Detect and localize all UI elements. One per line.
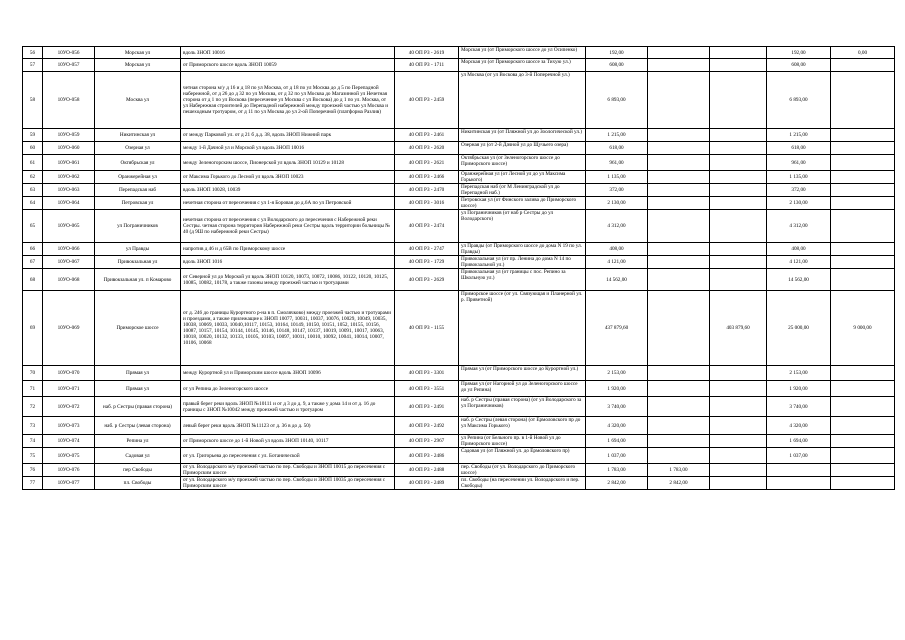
value-col-3-cell <box>710 72 767 129</box>
object-name-cell: Октябрьская ул <box>95 155 181 171</box>
value-col-3-cell <box>710 417 767 435</box>
value-col-5-cell <box>831 464 895 477</box>
location-description-cell: между Курортной ул и Приморским шоссе вдоль ЗНОП 10096 <box>181 366 395 381</box>
object-name-cell: Прямая ул <box>95 381 181 397</box>
value-col-4-cell: 4 121,00 <box>767 256 831 269</box>
street-section-cell: Петровская ул (от Финского залива до Приморского шоссе) <box>459 197 586 210</box>
table-row <box>23 269 895 291</box>
object-name-cell: Морская ул <box>95 47 181 59</box>
street-section-cell: ул Пограничников (от наб р Сестры до ул Володарского) <box>459 210 586 243</box>
registry-number-cell: 40 ОП РЗ - 2747 <box>395 243 459 256</box>
value-col-5-cell: 0,00 <box>831 47 895 59</box>
registry-number-cell: 40 ОП РЗ - 3016 <box>395 197 459 210</box>
street-section-cell: Никитинская ул (от Пляжной ул до Зоологической ул.) <box>459 129 586 142</box>
row-number-cell: 70 <box>23 366 43 381</box>
roads-table-body <box>23 47 895 490</box>
object-name-cell: Никитинская ул <box>95 129 181 142</box>
street-section-cell: Оранжерейная ул (от Лесной ул до ул Максима Горького) <box>459 171 586 184</box>
street-section-cell: ул Репина (от Бельного пр. в 1-й Новой ул до Приморского шоссе) <box>459 435 586 448</box>
row-number-cell: 61 <box>23 155 43 171</box>
value-total-cell: 1 920,00 <box>586 381 648 397</box>
row-number-cell: 65 <box>23 210 43 243</box>
location-description-cell: правый берег реки вдоль ЗНОП №10111 и от д 3 до д. 9, а также у дома 14 и от д. 16 до границы с ЗНОП №10042 между проезжей частью и тротуаром <box>181 397 395 417</box>
location-description-cell: вдоль ЗНОП 1016 <box>181 256 395 269</box>
location-description-cell: нечетная сторона от пересечения с ул 1-я Боровая до д.6А по ул Петровской <box>181 197 395 210</box>
registry-number-cell: 40 ОП РЗ - 2619 <box>395 47 459 59</box>
value-total-cell: 2 130,00 <box>586 197 648 210</box>
value-total-cell: 1 694,00 <box>586 435 648 448</box>
value-total-cell: 4 320,00 <box>586 417 648 435</box>
roads-table <box>22 46 895 490</box>
value-total-cell: 192,00 <box>586 47 648 59</box>
value-col-3-cell <box>710 197 767 210</box>
registry-number-cell: 40 ОП РЗ - 2461 <box>395 129 459 142</box>
object-code-cell: 10УО-062 <box>43 171 95 184</box>
row-number-cell: 74 <box>23 435 43 448</box>
street-section-cell: Прямая ул (от Нагорной ул до Зеленогорского шоссе до ул Репина) <box>459 381 586 397</box>
value-col-3-cell <box>710 155 767 171</box>
value-col-5-cell <box>831 256 895 269</box>
value-col-5-cell <box>831 129 895 142</box>
object-name-cell: наб. р Сестры (правая сторона) <box>95 397 181 417</box>
value-col-4-cell: 608,00 <box>767 59 831 72</box>
value-col-3-cell <box>710 435 767 448</box>
value-col-4-cell: 408,00 <box>767 243 831 256</box>
value-col-4-cell: 961,00 <box>767 155 831 171</box>
street-section-cell: Морская ул (от Приморского шоссе до ул Осипенко) <box>459 47 586 59</box>
street-section-cell: Прямая ул (от Приморского шоссе до Курортной ул.) <box>459 366 586 381</box>
object-code-cell: 10УО-074 <box>43 435 95 448</box>
registry-number-cell: 40 ОП РЗ - 2474 <box>395 210 459 243</box>
value-col-3-cell: 403 879,60 <box>710 291 767 366</box>
object-code-cell: 10УО-076 <box>43 464 95 477</box>
street-section-cell: наб. р Сестры (правая сторона) (от ул Володарского за ул Пограничников) <box>459 397 586 417</box>
table-row <box>23 256 895 269</box>
value-col-2-cell <box>648 291 710 366</box>
value-col-4-cell: 4 320,00 <box>767 417 831 435</box>
table-row <box>23 366 895 381</box>
location-description-cell: левый берег реки вдоль ЗНОП №11123 от д. 36 в до д. 50) <box>181 417 395 435</box>
row-number-cell: 58 <box>23 72 43 129</box>
table-row <box>23 129 895 142</box>
value-col-4-cell: 2 130,00 <box>767 197 831 210</box>
location-description-cell: между 1-й Дачной ул и Морской ул вдоль ЗНОП 10016 <box>181 142 395 155</box>
value-col-2-cell <box>648 435 710 448</box>
registry-number-cell: 40 ОП РЗ - 2486 <box>395 448 459 464</box>
value-total-cell: 2 842,00 <box>586 477 648 490</box>
location-description-cell: от ул. Григорьева до пересечения с ул. Ботанической <box>181 448 395 464</box>
value-col-4-cell <box>767 477 831 490</box>
location-description-cell: от Максима Горького до Лесной ул вдоль ЗНОП 10023 <box>181 171 395 184</box>
registry-number-cell: 40 ОП РЗ - 2466 <box>395 171 459 184</box>
value-col-4-cell: 4 312,00 <box>767 210 831 243</box>
value-col-3-cell <box>710 184 767 197</box>
registry-number-cell: 40 ОП РЗ - 3301 <box>395 366 459 381</box>
value-col-4-cell: 14 562,00 <box>767 269 831 291</box>
value-col-2-cell <box>648 142 710 155</box>
location-description-cell: от д. 246 до границы Курортного р-на в п. Смолячково) между проезжей частью и тротуарами и проездами, а также прилежащие к ЗНОП 10077, 10031, 10037, 10076, 10029, 10049, 10035, 10038, 10069, 10033, 10040,10117, 10153, 10164, 10149, 10150, 10151, 1052, 10155, 10156, 10087, 10157, 10154, 10144, 10145, 10146, 10148, 10147, 10137, 10019, 10091, 10017, 10063, 10018, 10020, 10132, 10133, 10105, 10103, 10097, 10011, 10010, 10092, 10041, 10014, 10007, 10106, 10068 <box>181 291 395 366</box>
object-code-cell: 10УО-067 <box>43 256 95 269</box>
street-section-cell: пер. Свободы (от ул. Володарского до Приморского шоссе) <box>459 464 586 477</box>
street-section-cell: Октябрьская ул (от Зеленогорского шоссе до Приморского шоссе) <box>459 155 586 171</box>
value-total-cell: 1 135,00 <box>586 171 648 184</box>
street-section-cell: ул Москва (от ул Воскова до 3-й Поперечной ул.) <box>459 72 586 129</box>
value-total-cell: 961,00 <box>586 155 648 171</box>
row-number-cell: 67 <box>23 256 43 269</box>
value-col-3-cell <box>710 142 767 155</box>
value-col-2-cell: 2 842,00 <box>648 477 710 490</box>
registry-number-cell: 40 ОП РЗ - 1729 <box>395 256 459 269</box>
value-total-cell: 408,00 <box>586 243 648 256</box>
value-col-5-cell <box>831 184 895 197</box>
row-number-cell: 73 <box>23 417 43 435</box>
value-col-5-cell <box>831 448 895 464</box>
value-total-cell: 6 893,00 <box>586 72 648 129</box>
value-col-3-cell <box>710 171 767 184</box>
value-col-4-cell: 3 740,00 <box>767 397 831 417</box>
registry-number-cell: 40 ОП РЗ - 2620 <box>395 142 459 155</box>
row-number-cell: 62 <box>23 171 43 184</box>
table-row <box>23 184 895 197</box>
value-total-cell: 1 037,00 <box>586 448 648 464</box>
value-col-5-cell <box>831 477 895 490</box>
value-col-5-cell <box>831 435 895 448</box>
location-description-cell: от Приморского шоссе вдоль ЗНОП 10059 <box>181 59 395 72</box>
registry-number-cell: 40 ОП РЗ - 2621 <box>395 155 459 171</box>
value-col-3-cell <box>710 269 767 291</box>
value-col-2-cell <box>648 417 710 435</box>
registry-number-cell: 40 ОП РЗ - 3551 <box>395 381 459 397</box>
object-name-cell: Прямая ул <box>95 366 181 381</box>
value-total-cell: 437 879,60 <box>586 291 648 366</box>
row-number-cell: 68 <box>23 269 43 291</box>
row-number-cell: 56 <box>23 47 43 59</box>
value-total-cell: 14 562,00 <box>586 269 648 291</box>
value-col-2-cell <box>648 197 710 210</box>
registry-number-cell: 40 ОП РЗ - 2491 <box>395 397 459 417</box>
location-description-cell: от ул. Володарского м/у проезжей частью по пер. Свободы и ЗНОП 10035 до пересечения с Приморским шоссе <box>181 477 395 490</box>
table-row <box>23 210 895 243</box>
object-code-cell: 10УО-072 <box>43 397 95 417</box>
object-name-cell: Москва ул <box>95 72 181 129</box>
street-section-cell: Привокзальная ул (от пр. Ленина до дома N 14 по Привокзальной ул.) <box>459 256 586 269</box>
street-section-cell: Садовая ул (от Пляжной ул. до Ермоловского пр) <box>459 448 586 464</box>
value-col-3-cell <box>710 129 767 142</box>
value-col-2-cell <box>648 269 710 291</box>
row-number-cell: 64 <box>23 197 43 210</box>
object-code-cell: 10УО-070 <box>43 366 95 381</box>
value-col-5-cell <box>831 243 895 256</box>
object-code-cell: 10УО-071 <box>43 381 95 397</box>
street-section-cell: пл. Свободы (на пересечении ул. Володарского и пер. Свободы) <box>459 477 586 490</box>
object-name-cell: Приморское шоссе <box>95 291 181 366</box>
object-name-cell: наб. р Сестры (левая сторона) <box>95 417 181 435</box>
location-description-cell: нечетная сторона от пересечения с ул Володарского до пересечения с Набережной реки Сестры. четная сторона территория Набережной реки Сестры вдоль территории больницы № 40 (д 9Ш по набережной реки Сестры) <box>181 210 395 243</box>
value-col-3-cell <box>710 477 767 490</box>
object-name-cell: пл. Свободы <box>95 477 181 490</box>
object-code-cell: 10УО-066 <box>43 243 95 256</box>
row-number-cell: 76 <box>23 464 43 477</box>
table-row <box>23 381 895 397</box>
row-number-cell: 71 <box>23 381 43 397</box>
object-code-cell: 10УО-075 <box>43 448 95 464</box>
value-col-3-cell <box>710 397 767 417</box>
location-description-cell: вдоль ЗНОП 10028, 10039 <box>181 184 395 197</box>
table-row <box>23 142 895 155</box>
row-number-cell: 75 <box>23 448 43 464</box>
value-col-5-cell: 9 000,00 <box>831 291 895 366</box>
table-row <box>23 477 895 490</box>
row-number-cell: 72 <box>23 397 43 417</box>
value-col-5-cell <box>831 59 895 72</box>
document-sheet <box>22 46 894 490</box>
table-row <box>23 435 895 448</box>
value-col-4-cell: 1 135,00 <box>767 171 831 184</box>
object-name-cell: Садовая ул <box>95 448 181 464</box>
street-section-cell: Приморское шоссе (от ул. Связующая и Планерной ул. р. Приветной) <box>459 291 586 366</box>
row-number-cell: 77 <box>23 477 43 490</box>
value-col-2-cell <box>648 397 710 417</box>
value-col-5-cell <box>831 397 895 417</box>
value-col-2-cell <box>648 210 710 243</box>
value-total-cell: 608,00 <box>586 59 648 72</box>
value-col-4-cell: 1 920,00 <box>767 381 831 397</box>
object-code-cell: 10УО-060 <box>43 142 95 155</box>
row-number-cell: 69 <box>23 291 43 366</box>
value-col-5-cell <box>831 142 895 155</box>
value-total-cell: 4 121,00 <box>586 256 648 269</box>
object-code-cell: 10УО-077 <box>43 477 95 490</box>
location-description-cell: между Зеленогорским шоссе, Пионерской ул вдоль ЗНОП 10129 и 10128 <box>181 155 395 171</box>
location-description-cell: от ул. Володарского м/у проезжей частью по пер. Свободы и ЗНОП 10015 до пересечения с Приморским шоссе <box>181 464 395 477</box>
value-col-3-cell <box>710 256 767 269</box>
table-row <box>23 47 895 59</box>
value-col-3-cell <box>710 381 767 397</box>
object-name-cell: Оранжерейная ул <box>95 171 181 184</box>
value-col-3-cell <box>710 366 767 381</box>
value-col-4-cell: 1 037,00 <box>767 448 831 464</box>
location-description-cell: от Северной ул до Морской ул вдоль ЗНОП 10120, 10073, 10072, 10086, 10122, 10120, 10125, 10085, 10082, 10178, а также газоны между проезжей частью и тротуарами <box>181 269 395 291</box>
table-row <box>23 291 895 366</box>
table-row <box>23 464 895 477</box>
object-code-cell: 10УО-061 <box>43 155 95 171</box>
object-code-cell: 10УО-064 <box>43 197 95 210</box>
object-code-cell: 10УО-068 <box>43 269 95 291</box>
value-col-5-cell <box>831 366 895 381</box>
street-section-cell: Озерная ул (от 2-й Дачной ул до Щучьего озера) <box>459 142 586 155</box>
value-col-3-cell <box>710 59 767 72</box>
value-col-2-cell <box>648 448 710 464</box>
location-description-cell: от ул Репина до Зеленогорского шоссе <box>181 381 395 397</box>
registry-number-cell: 40 ОП РЗ - 2470 <box>395 184 459 197</box>
table-row <box>23 59 895 72</box>
value-total-cell: 3 740,00 <box>586 397 648 417</box>
value-col-3-cell <box>710 210 767 243</box>
value-total-cell: 372,00 <box>586 184 648 197</box>
value-col-2-cell: 1 783,00 <box>648 464 710 477</box>
object-code-cell: 10УО-073 <box>43 417 95 435</box>
value-col-4-cell: 372,00 <box>767 184 831 197</box>
registry-number-cell: 40 ОП РЗ - 2459 <box>395 72 459 129</box>
value-col-5-cell <box>831 417 895 435</box>
row-number-cell: 59 <box>23 129 43 142</box>
registry-number-cell: 40 ОП РЗ - 2489 <box>395 477 459 490</box>
value-col-4-cell: 192,00 <box>767 47 831 59</box>
value-col-2-cell <box>648 171 710 184</box>
value-col-5-cell <box>831 197 895 210</box>
table-row <box>23 155 895 171</box>
object-name-cell: Морская ул <box>95 59 181 72</box>
table-row <box>23 72 895 129</box>
object-name-cell: Привокзальная ул. п Комарово <box>95 269 181 291</box>
value-col-5-cell <box>831 155 895 171</box>
value-col-2-cell <box>648 129 710 142</box>
location-description-cell: четная сторона м/у д 16 и д 18 по ул Москва, от д 18 по ул Москва до д 5 по Перепадной набережной, от д 26 до д 32 по ул Москва, от д 32 по ул Москва до Магазинной ул Нечетная сторона от д 1 по ул Воскова (пересечение ул Москва с ул Воскова) до д 1 по ул. Москва, от ул Набережная строителей до Перепадной набережной между проезжей частью ул Москва и пешеходным тротуаром, от д 11 по ул Москва до ул 2-ой Поперечной (платформа Разлив) <box>181 72 395 129</box>
registry-number-cell: 40 ОП РЗ - 2629 <box>395 269 459 291</box>
value-total-cell: 618,00 <box>586 142 648 155</box>
object-name-cell: Привокзальная ул <box>95 256 181 269</box>
registry-number-cell: 40 ОП РЗ - 1711 <box>395 59 459 72</box>
object-name-cell: ул Пограничников <box>95 210 181 243</box>
value-col-3-cell <box>710 243 767 256</box>
object-code-cell: 10УО-065 <box>43 210 95 243</box>
registry-number-cell: 40 ОП РЗ - 2492 <box>395 417 459 435</box>
table-row <box>23 171 895 184</box>
object-code-cell: 10УО-069 <box>43 291 95 366</box>
value-col-4-cell: 1 215,00 <box>767 129 831 142</box>
object-code-cell: 10УО-058 <box>43 72 95 129</box>
value-col-2-cell <box>648 72 710 129</box>
object-code-cell: 10УО-059 <box>43 129 95 142</box>
street-section-cell: Морская ул (от Приморского шоссе за Тихую ул.) <box>459 59 586 72</box>
value-col-4-cell: 618,00 <box>767 142 831 155</box>
table-row <box>23 397 895 417</box>
value-col-2-cell <box>648 184 710 197</box>
table-row <box>23 243 895 256</box>
row-number-cell: 63 <box>23 184 43 197</box>
value-total-cell: 1 215,00 <box>586 129 648 142</box>
street-section-cell: ул Правды (от Приморского шоссе до дома N 19 по ул. Правды) <box>459 243 586 256</box>
value-col-2-cell <box>648 366 710 381</box>
value-col-2-cell <box>648 47 710 59</box>
object-name-cell: Репина ул <box>95 435 181 448</box>
value-col-3-cell <box>710 47 767 59</box>
value-col-4-cell <box>767 464 831 477</box>
row-number-cell: 66 <box>23 243 43 256</box>
street-section-cell: наб. р Сестры (левая сторона) (от Ермоловского пр до ул Максима Горького) <box>459 417 586 435</box>
row-number-cell: 60 <box>23 142 43 155</box>
object-name-cell: Перепадская наб <box>95 184 181 197</box>
value-col-5-cell <box>831 269 895 291</box>
registry-number-cell: 40 ОП РЗ - 2488 <box>395 464 459 477</box>
object-code-cell: 10УО-056 <box>43 47 95 59</box>
object-name-cell: Петровская ул <box>95 197 181 210</box>
table-row <box>23 448 895 464</box>
table-row <box>23 197 895 210</box>
value-col-2-cell <box>648 381 710 397</box>
value-col-4-cell: 2 153,00 <box>767 366 831 381</box>
street-section-cell: Привокзальная ул (от границы с пос. Репино за Школьную ул.) <box>459 269 586 291</box>
value-total-cell: 1 783,00 <box>586 464 648 477</box>
value-col-4-cell: 6 893,00 <box>767 72 831 129</box>
value-col-4-cell: 1 694,00 <box>767 435 831 448</box>
value-col-4-cell: 25 000,00 <box>767 291 831 366</box>
row-number-cell: 57 <box>23 59 43 72</box>
value-total-cell: 2 153,00 <box>586 366 648 381</box>
value-col-2-cell <box>648 256 710 269</box>
table-row <box>23 417 895 435</box>
location-description-cell: напротив д 46 и д 65В по Приморскому шоссе <box>181 243 395 256</box>
location-description-cell: вдоль ЗНОП 10016 <box>181 47 395 59</box>
value-col-2-cell <box>648 155 710 171</box>
value-col-2-cell <box>648 59 710 72</box>
object-name-cell: пер Свободы <box>95 464 181 477</box>
value-col-5-cell <box>831 210 895 243</box>
registry-number-cell: 40 ОП РЗ - 1155 <box>395 291 459 366</box>
location-description-cell: от Приморского шоссе до 1-й Новой ул вдоль ЗНОП 10140, 10117 <box>181 435 395 448</box>
street-section-cell: Перепадская наб (от М Ленинградской ул до Перепадной наб.) <box>459 184 586 197</box>
object-name-cell: Озерная ул <box>95 142 181 155</box>
value-col-5-cell <box>831 171 895 184</box>
value-col-5-cell <box>831 72 895 129</box>
registry-number-cell: 40 ОП РЗ - 2967 <box>395 435 459 448</box>
object-name-cell: ул Правды <box>95 243 181 256</box>
value-col-3-cell <box>710 448 767 464</box>
object-code-cell: 10УО-063 <box>43 184 95 197</box>
location-description-cell: от между Парковой ул. от д 21 б д.д. 38, вдоль ЗНОП Нижний парк <box>181 129 395 142</box>
value-total-cell: 4 312,00 <box>586 210 648 243</box>
object-code-cell: 10УО-057 <box>43 59 95 72</box>
value-col-2-cell <box>648 243 710 256</box>
value-col-5-cell <box>831 381 895 397</box>
value-col-3-cell <box>710 464 767 477</box>
